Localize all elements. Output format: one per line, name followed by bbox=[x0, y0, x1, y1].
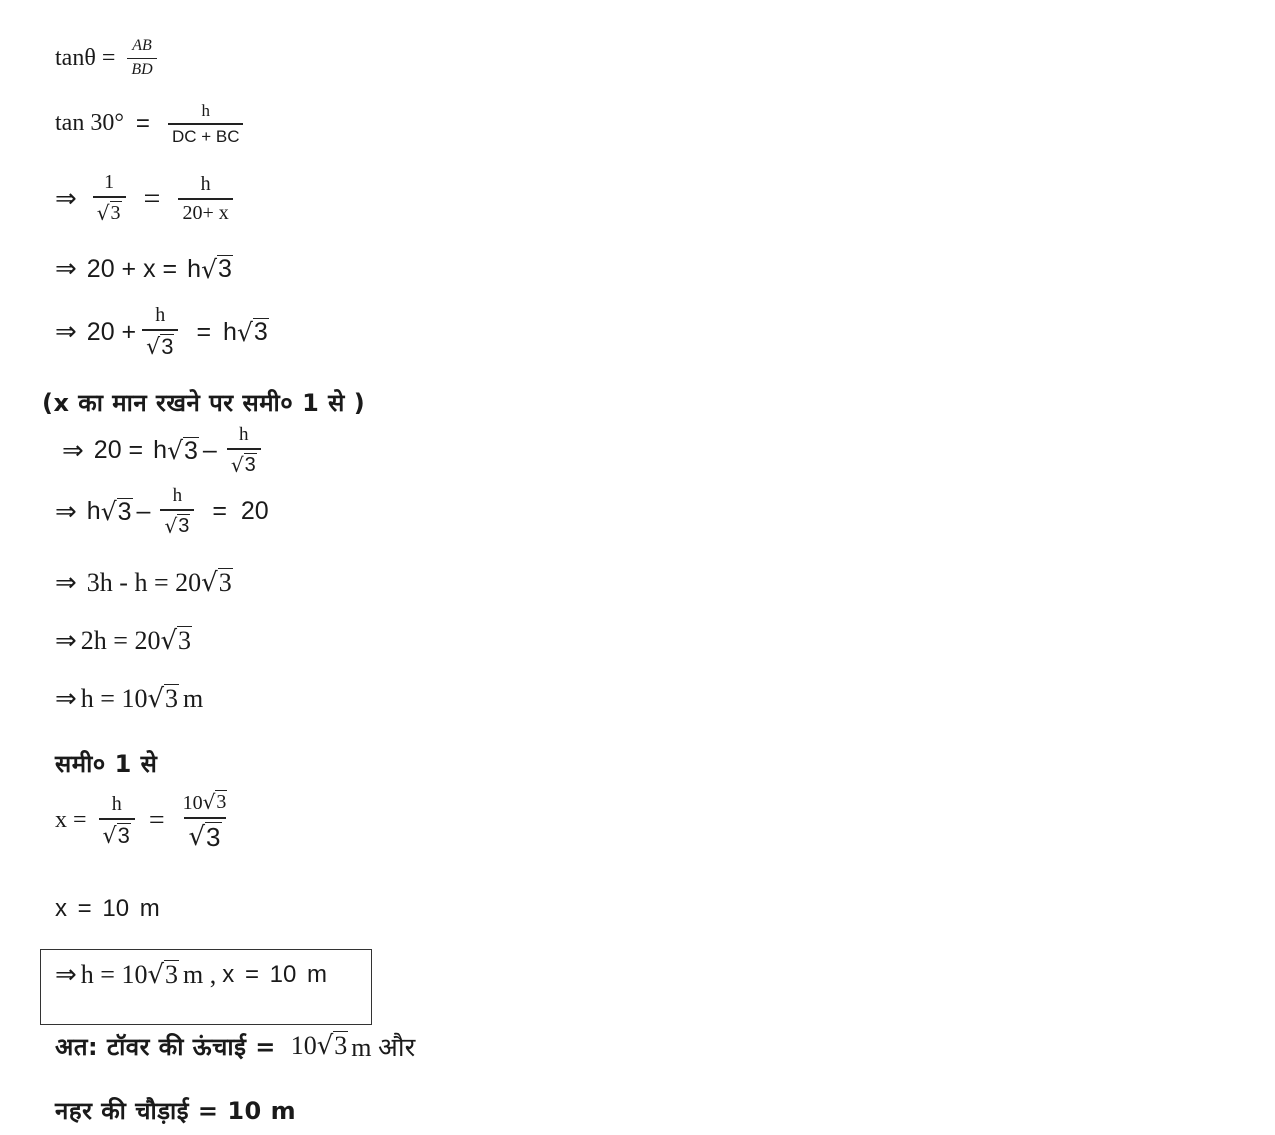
sqrt-icon: √ bbox=[316, 1031, 334, 1061]
h-var: h bbox=[187, 254, 202, 283]
radicand: 3 bbox=[253, 318, 268, 347]
equals: = bbox=[101, 44, 116, 71]
numerator: h bbox=[111, 792, 122, 815]
fraction bbox=[227, 425, 261, 477]
sqrt-icon: √ bbox=[202, 790, 216, 814]
radicand: 3 bbox=[206, 822, 221, 852]
equation-line-11 bbox=[55, 684, 203, 714]
numerator: h bbox=[201, 101, 210, 120]
lhs: tanθ bbox=[55, 44, 96, 71]
sqrt-icon: √ bbox=[230, 452, 244, 477]
radicand: 3 bbox=[165, 684, 179, 714]
denominator: DC + BC bbox=[168, 123, 244, 146]
hindi-from-eq1: समी० 1 से bbox=[55, 750, 158, 778]
numerator: 1 bbox=[104, 171, 115, 193]
sqrt-icon: √ bbox=[236, 317, 253, 347]
sqrt-icon: √ bbox=[96, 201, 110, 225]
lhs: 3h - h = 20 bbox=[86, 568, 202, 597]
denominator bbox=[184, 817, 225, 852]
implies-arrow: ⇒ bbox=[55, 317, 77, 348]
equation-line-9 bbox=[55, 568, 233, 598]
rhs: x = 10 m bbox=[222, 961, 327, 988]
denominator bbox=[142, 329, 178, 359]
equals: = bbox=[143, 181, 161, 215]
sqrt-icon: √ bbox=[164, 513, 178, 538]
equation-line-3 bbox=[55, 172, 239, 225]
denominator bbox=[227, 448, 261, 477]
radicand: 3 bbox=[117, 822, 130, 848]
radicand: 3 bbox=[165, 960, 179, 990]
denominator: BD bbox=[127, 58, 156, 79]
radicand: 3 bbox=[218, 255, 232, 283]
sqrt-icon: √ bbox=[147, 960, 165, 990]
fraction bbox=[168, 102, 244, 146]
minus: – bbox=[202, 436, 217, 465]
unit: m bbox=[183, 684, 204, 713]
numerator: h bbox=[239, 424, 249, 445]
radicand: 3 bbox=[178, 626, 192, 656]
implies-arrow: ⇒ bbox=[55, 684, 77, 714]
fraction-right bbox=[178, 174, 232, 224]
sqrt-icon: √ bbox=[201, 254, 217, 284]
numerator: h bbox=[200, 172, 211, 195]
label: अत: टॉवर की ऊंचाई = bbox=[55, 1032, 285, 1061]
lhs: 20 + bbox=[86, 317, 137, 346]
equation-tan-theta bbox=[55, 38, 163, 79]
radicand: 3 bbox=[244, 453, 256, 476]
numerator: AB bbox=[132, 37, 152, 54]
lhs: tan 30° bbox=[55, 110, 124, 137]
lhs: 20 = bbox=[93, 436, 144, 465]
lhs: x = bbox=[55, 807, 87, 834]
implies-arrow: ⇒ bbox=[62, 435, 84, 466]
h-var: h bbox=[86, 497, 101, 526]
fraction bbox=[160, 486, 194, 538]
radicand: 3 bbox=[216, 791, 227, 813]
equation-tan-30 bbox=[55, 102, 249, 146]
equals: = bbox=[196, 317, 212, 346]
radicand: 3 bbox=[218, 568, 232, 598]
rhs: = 20 bbox=[212, 497, 269, 526]
numerator-value: 10 bbox=[182, 792, 203, 814]
denominator bbox=[160, 509, 194, 538]
numerator: h bbox=[155, 304, 166, 326]
radicand: 3 bbox=[161, 334, 174, 359]
sqrt-icon: √ bbox=[146, 335, 161, 361]
denominator bbox=[93, 196, 126, 225]
equation-line-8 bbox=[55, 486, 269, 538]
equals: = bbox=[148, 804, 165, 836]
lhs: h = 10 bbox=[80, 684, 148, 713]
implies-arrow: ⇒ bbox=[55, 626, 77, 656]
radicand: 3 bbox=[184, 436, 198, 465]
implies-arrow: ⇒ bbox=[55, 568, 77, 598]
implies-arrow: ⇒ bbox=[55, 960, 77, 990]
equation-x-value: x = 10 m bbox=[55, 895, 160, 922]
denominator: 20+ x bbox=[178, 198, 232, 224]
numerator: h bbox=[172, 485, 183, 506]
radicand: 3 bbox=[117, 497, 132, 526]
sqrt-icon: √ bbox=[188, 822, 206, 853]
unit: m और bbox=[351, 1033, 416, 1062]
fraction-left bbox=[93, 172, 126, 225]
fraction-right bbox=[179, 790, 232, 852]
conclusion-tower-height bbox=[55, 1028, 415, 1064]
radicand: 3 bbox=[334, 1031, 348, 1061]
equation-line-7 bbox=[62, 425, 267, 477]
lhs: 20 + x = bbox=[86, 254, 178, 283]
implies-arrow: ⇒ bbox=[55, 183, 77, 214]
sqrt-icon: √ bbox=[201, 568, 218, 598]
radicand: 3 bbox=[178, 514, 190, 537]
sqrt-icon: √ bbox=[160, 626, 178, 656]
sqrt-icon: √ bbox=[147, 684, 165, 714]
minus: – bbox=[136, 497, 151, 526]
numerator bbox=[179, 790, 232, 817]
equals: = bbox=[135, 109, 150, 137]
sqrt-icon: √ bbox=[167, 436, 183, 466]
equation-line-13 bbox=[55, 790, 237, 852]
lhs: 2h = 20 bbox=[80, 626, 161, 655]
boxed-result bbox=[55, 960, 327, 990]
implies-arrow: ⇒ bbox=[55, 496, 77, 527]
h-var: h bbox=[153, 436, 168, 465]
equation-line-10 bbox=[55, 626, 192, 656]
equation-line-4 bbox=[55, 254, 233, 284]
radicand: 3 bbox=[110, 202, 121, 224]
denominator bbox=[99, 818, 135, 848]
fraction-left bbox=[99, 794, 135, 848]
fraction bbox=[142, 305, 178, 359]
conclusion-canal-width: नहर की चौड़ाई = 10 m bbox=[55, 1097, 297, 1125]
h-var: h bbox=[223, 317, 237, 346]
sqrt-icon: √ bbox=[102, 823, 117, 849]
equation-line-5 bbox=[55, 305, 269, 359]
implies-arrow: ⇒ bbox=[55, 254, 77, 284]
hindi-note-substitute: (x का मान रखने पर समी० 1 से ) bbox=[42, 389, 366, 417]
unit: m , bbox=[183, 960, 217, 989]
value: 10 bbox=[290, 1031, 317, 1060]
fraction bbox=[127, 38, 156, 79]
sqrt-icon: √ bbox=[100, 497, 117, 527]
lhs: h = 10 bbox=[80, 960, 148, 989]
